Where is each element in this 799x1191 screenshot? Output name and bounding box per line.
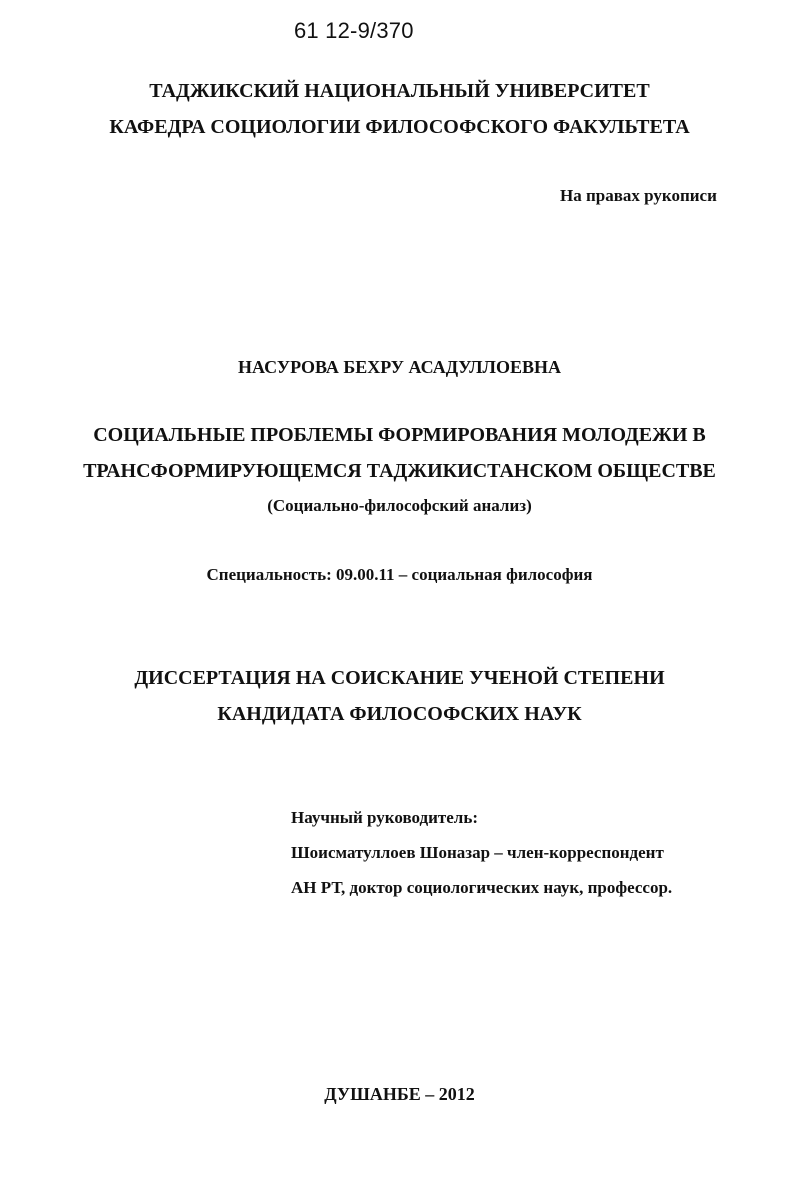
university-name: ТАДЖИКСКИЙ НАЦИОНАЛЬНЫЙ УНИВЕРСИТЕТ [149, 80, 650, 102]
catalog-number: 61 12-9/370 [294, 18, 414, 43]
dissertation-subtitle: (Социально-философский анализ) [267, 496, 532, 515]
specialty-line: Специальность: 09.00.11 – социальная философия [206, 565, 593, 584]
supervisor-label: Научный руководитель: [291, 808, 478, 827]
supervisor-credentials: АН РТ, доктор социологических наук, профессор. [291, 878, 673, 897]
manuscript-note: На правах рукописи [560, 186, 717, 205]
author-name: НАСУРОВА БЕХРУ АСАДУЛЛОЕВНА [238, 357, 561, 377]
degree-line-1: ДИССЕРТАЦИЯ НА СОИСКАНИЕ УЧЕНОЙ СТЕПЕНИ [134, 667, 665, 689]
city-year: ДУШАНБЕ – 2012 [324, 1084, 475, 1104]
department-name: КАФЕДРА СОЦИОЛОГИИ ФИЛОСОФСКОГО ФАКУЛЬТЕТА [109, 116, 690, 138]
dissertation-title-line-1: СОЦИАЛЬНЫЕ ПРОБЛЕМЫ ФОРМИРОВАНИЯ МОЛОДЕЖИ В [93, 424, 706, 446]
supervisor-name: Шоисматуллоев Шоназар – член-корреспондент [291, 843, 664, 862]
degree-line-2: КАНДИДАТА ФИЛОСОФСКИХ НАУК [217, 703, 582, 725]
dissertation-title-line-2: ТРАНСФОРМИРУЮЩЕМСЯ ТАДЖИКИСТАНСКОМ ОБЩЕСТВЕ [83, 460, 716, 482]
